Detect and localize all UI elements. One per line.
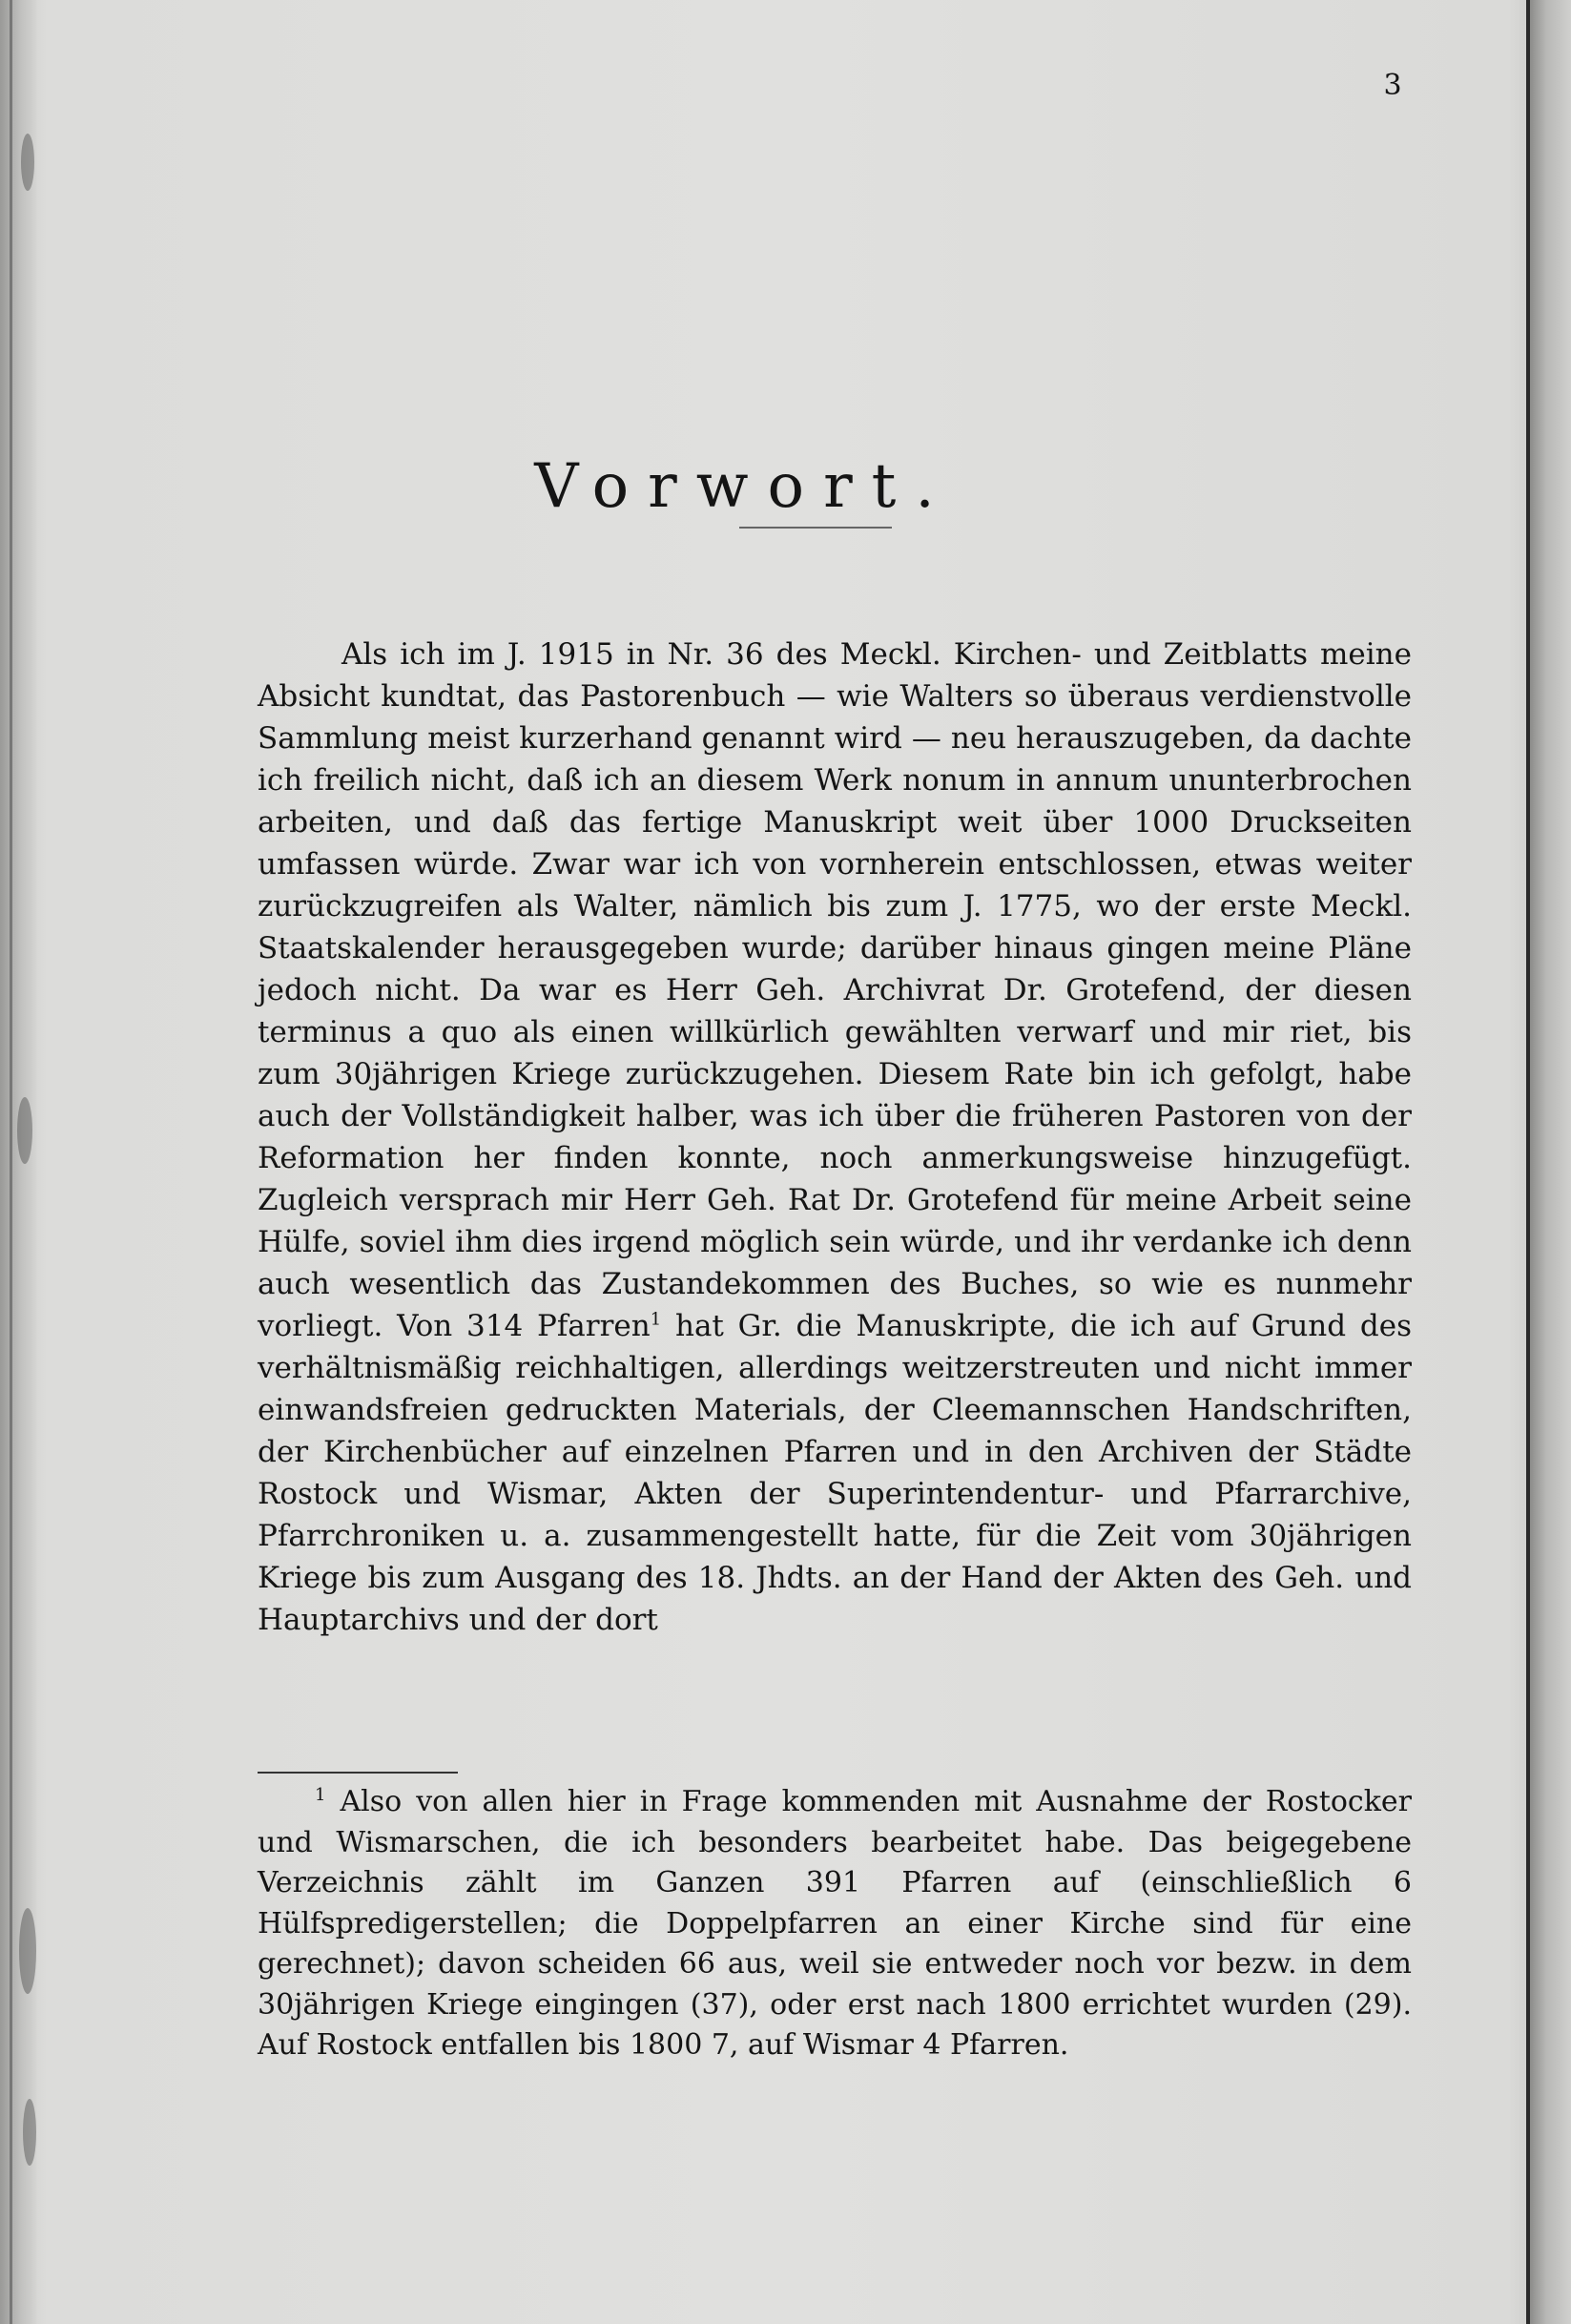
page-number: 3: [1383, 69, 1402, 102]
scan-artifact: [21, 134, 34, 191]
footnote: [258, 1782, 1412, 2066]
binding-shadow-left: [10, 0, 12, 2324]
footnote-marker: 1: [315, 1785, 326, 1805]
scan-artifact: [23, 2099, 36, 2166]
body-text-part-2: hat Gr. die Manuskripte, die ich auf Grund des verhältnismäßig reichhaltigen, allerdings weitzerstreuten und nicht immer einwandsfreien gedruckten Materials, der Cleemannschen Handschriften, der Kirchenbücher auf einzelnen Pfarren und in den Archiven der Städte Rostock und Wismar, Akten der Superintendentur- und Pfarrarchive, Pfarrchroniken u. a. zusammengestellt hatte, für die Zeit vom 30jährigen Kriege bis zum Ausgang des 18. Jhdts. an der Hand der Akten des Geh. und Hauptarchivs und der dort: [258, 1309, 1412, 1637]
page-right-edge: [1530, 0, 1571, 2324]
footnote-divider: [258, 1772, 458, 1774]
title-divider: [739, 527, 892, 529]
footnote-reference[interactable]: 1: [650, 1309, 662, 1330]
footnote-text: Also von allen hier in Frage kommenden mit Ausnahme der Rostocker und Wismarschen, die ich besonders bearbeitet habe. Das beigegebene Verzeichnis zählt im Ganzen 391 Pfarren auf (einschließlich 6 Hülfspredigerstellen; die Doppelpfarren an einer Kirche sind für eine gerechnet); davon scheiden 66 aus, weil sie entweder noch vor bezw. in dem 30jährigen Kriege eingingen (37), oder erst nach 1800 errichtet wurden (29). Auf Rostock entfallen bis 1800 7, auf Wismar 4 Pfarren.: [258, 1785, 1412, 2062]
scan-artifact: [19, 1908, 36, 1994]
body-paragraph: [258, 633, 1412, 1641]
body-text-part-1: Als ich im J. 1915 in Nr. 36 des Meckl. Kirchen- und Zeitblatts meine Absicht kundtat, das Pastorenbuch — wie Walters so überaus verdienstvolle Sammlung meist kurzerhand genannt wird — neu herauszugeben, da dachte ich freilich nicht, daß ich an diesem Werk nonum in annum ununterbrochen arbeiten, und daß das fertige Manuskript weit über 1000 Druckseiten umfassen würde. Zwar war ich von vornherein entschlossen, etwas weiter zurückzugreifen als Walter, nämlich bis zum J. 1775, wo der erste Meckl. Staatskalender herausgegeben wurde; darüber hinaus gingen meine Pläne jedoch nicht. Da war es Herr Geh. Archivrat Dr. Grotefend, der diesen terminus a quo als einen willkürlich gewählten verwarf und mir riet, bis zum 30jährigen Kriege zurückzugehen. Diesem Rate bin ich gefolgt, habe auch der Vollständigkeit halber, was ich über die früheren Pastoren von der Reformation her finden konnte, noch anmerkungsweise hinzugefügt. Zugleich versprach mir Herr Geh. Rat Dr. Grotefend für meine Arbeit seine Hülfe, soviel ihm dies irgend möglich sein würde, und ihr verdanke ich denn auch wesentlich das Zustandekommen des Buches, so wie es nunmehr vorliegt. Von 314 Pfarren: [258, 637, 1412, 1343]
page-title: Vorwort.: [534, 450, 954, 522]
scan-artifact: [17, 1097, 32, 1164]
